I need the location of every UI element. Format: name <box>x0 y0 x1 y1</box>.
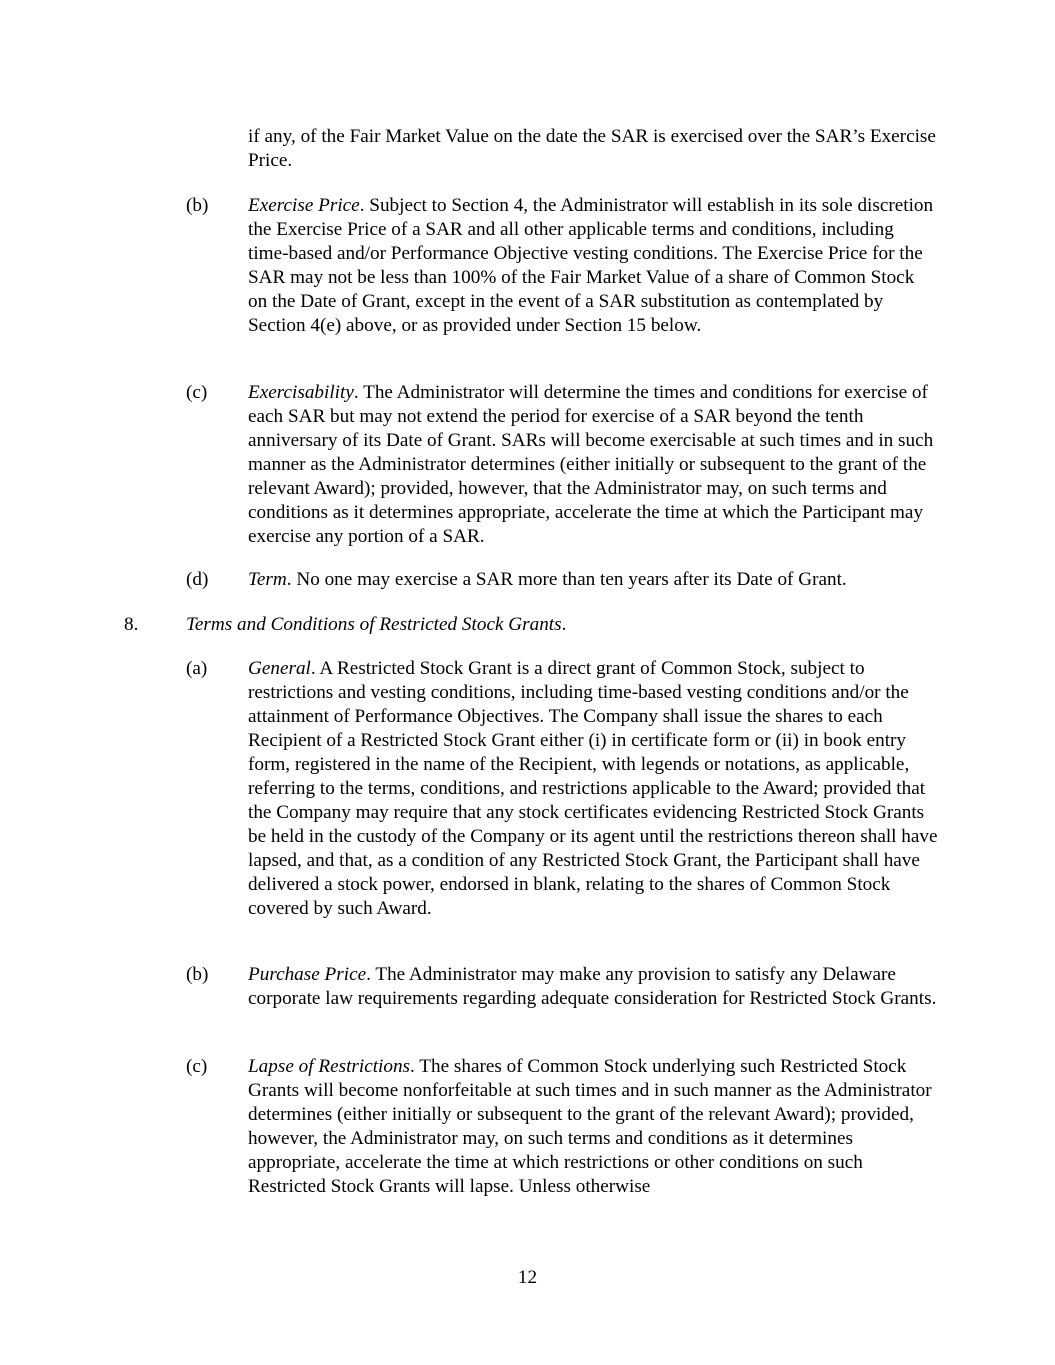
item-label-7d: (d) <box>186 569 209 590</box>
item-label-8c: (c) <box>186 1056 208 1077</box>
paragraph-lapse-of-restrictions <box>248 1055 938 1199</box>
continuation-paragraph <box>248 125 938 173</box>
section-8-number: 8. <box>124 614 139 635</box>
paragraph-heading: Exercisability <box>248 382 354 403</box>
paragraph-body: . The Administrator will determine the times and conditions for exercise of each SAR but may not extend the period for exercise of a SAR beyond the tenth anniversary of its Date of Grant. SARs will become exercisable at such times and in such manner as the Administrator determines (either initially or subsequent to the grant of the relevant Award); provided, however, that the Administrator may, on such terms and conditions as it determines appropriate, accelerate the time at which the Participant may exercise any portion of a SAR. <box>248 382 934 547</box>
paragraph-heading: Lapse of Restrictions <box>248 1056 411 1077</box>
paragraph-heading: Purchase Price <box>248 964 367 985</box>
paragraph-body: . A Restricted Stock Grant is a direct grant of Common Stock, subject to restrictions and vesting conditions, including time-based vesting conditions and/or the attainment of Performance Objectives. The Company shall issue the shares to each Recipient of a Restricted Stock Grant either (i) in certificate form or (ii) in book entry form, registered in the name of the Recipient, with legends or notations, as applicable, referring to the terms, conditions, and restrictions applicable to the Award; provided that the Company may require that any stock certificates evidencing Restricted Stock Grants be held in the custody of the Company or its agent until the restrictions thereon shall have lapsed, and that, as a condition of any Restricted Stock Grant, the Participant shall have delivered a stock power, endorsed in blank, relating to the shares of Common Stock covered by such Award. <box>248 658 938 919</box>
paragraph-heading: Term <box>248 569 287 590</box>
item-label-8a: (a) <box>186 658 208 679</box>
paragraph-body: . The shares of Common Stock underlying such Restricted Stock Grants will become nonforfeitable at such times and in such manner as the Administrator determines (either initially or subsequent to the grant of the relevant Award); provided, however, the Administrator may, on such terms and conditions as it determines appropriate, accelerate the time at which restrictions or other conditions on such Restricted Stock Grants will lapse. Unless otherwise <box>248 1056 932 1197</box>
item-label-8b: (b) <box>186 964 209 985</box>
item-label-7c: (c) <box>186 382 208 403</box>
continuation-text: if any, of the Fair Market Value on the date the SAR is exercised over the SAR’s Exercise Price. <box>248 126 936 171</box>
page-number: 12 <box>517 1267 538 1288</box>
paragraph-body: . Subject to Section 4, the Administrator will establish in its sole discretion the Exercise Price of a SAR and all other applicable terms and conditions, including time-based and/or Performance Objective vesting conditions. The Exercise Price for the SAR may not be less than 100% of the Fair Market Value of a share of Common Stock on the Date of Grant, except in the event of a SAR substitution as contemplated by Section 4(e) above, or as provided under Section 15 below. <box>248 195 934 336</box>
paragraph-term <box>248 568 938 592</box>
paragraph-exercise-price <box>248 194 938 338</box>
section-8-title-text: Terms and Conditions of Restricted Stock Grants <box>186 614 562 635</box>
paragraph-general <box>248 657 938 921</box>
paragraph-heading: General <box>248 658 311 679</box>
paragraph-exercisability <box>248 381 938 549</box>
item-label-7b: (b) <box>186 195 209 216</box>
paragraph-body: . No one may exercise a SAR more than ten years after its Date of Grant. <box>286 569 847 590</box>
section-8-title-suffix: . <box>561 614 567 635</box>
section-8-title <box>186 613 566 637</box>
paragraph-body: . The Administrator may make any provision to satisfy any Delaware corporate law requirements regarding adequate consideration for Restricted Stock Grants. <box>248 964 937 1009</box>
paragraph-purchase-price <box>248 963 938 1011</box>
paragraph-heading: Exercise Price <box>248 195 360 216</box>
